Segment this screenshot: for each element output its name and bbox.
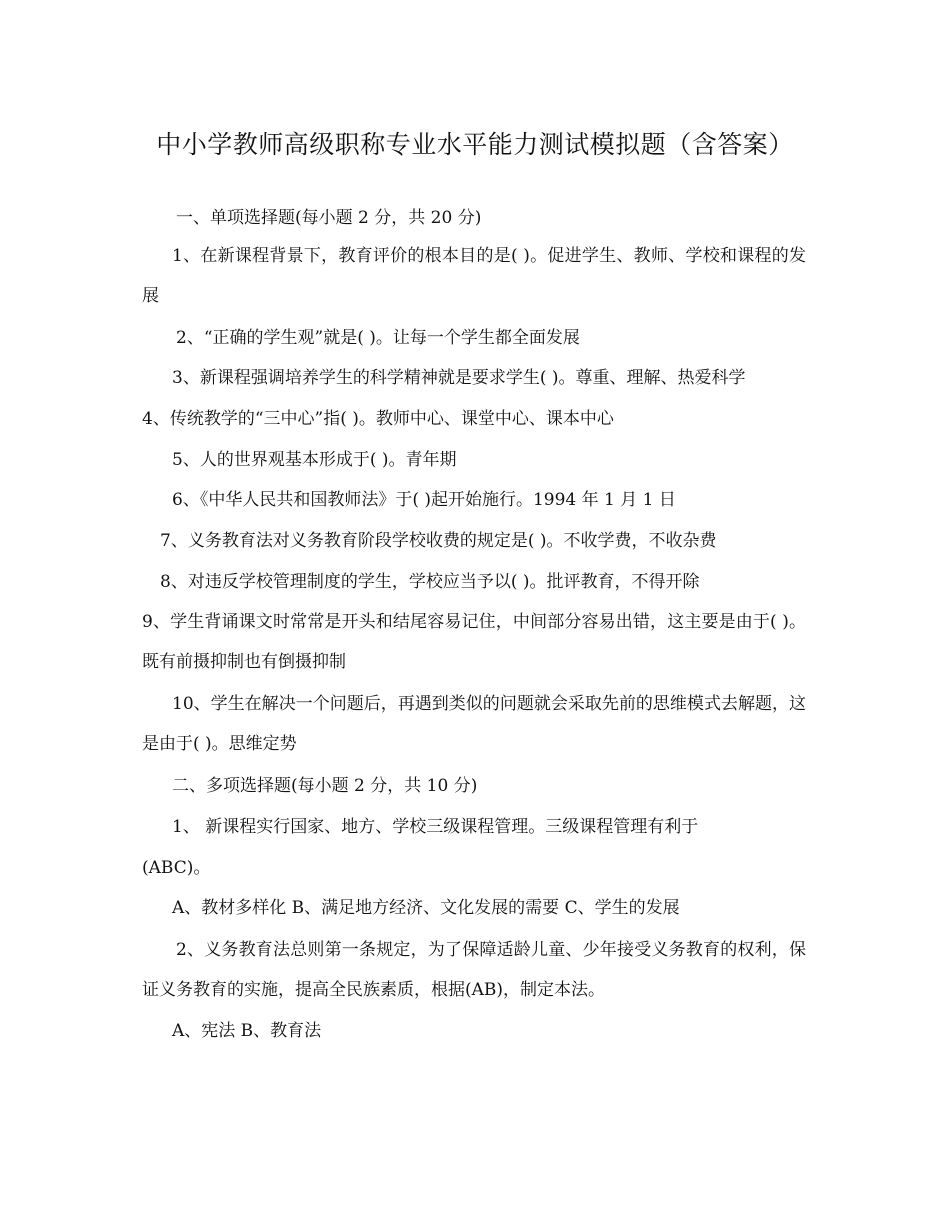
question-10: 10、学生在解决一个问题后，再遇到类似的问题就会采取先前的思维模式去解题，这是由于( )。思维定势 [142,694,806,754]
section-heading-single-choice: 一、单项选择题(每小题 2 分，共 20 分) [176,208,482,228]
multi-question-2: 2、义务教育法总则第一条规定，为了保障适龄儿童、少年接受义务教育的权利，保证义务教育的实施，提高全民族素质，根据(AB)，制定本法。 [142,940,806,1000]
question-8: 8、对违反学校管理制度的学生，学校应当予以( )。批评教育，不得开除 [160,572,700,592]
document-title: 中小学教师高级职称专业水平能力测试模拟题（含答案） [156,130,794,159]
question-7: 7、义务教育法对义务教育阶段学校收费的规定是( )。不收学费，不收杂费 [160,531,717,551]
question-9: 9、学生背诵课文时常常是开头和结尾容易记住，中间部分容易出错，这主要是由于( )。既有前摄抑制也有倒摄抑制 [142,612,806,672]
multi-question-1-line-1: 1、 新课程实行国家、地方、学校三级课程管理。三级课程管理有利于 [172,817,699,837]
question-5: 5、人的世界观基本形成于( )。青年期 [172,450,457,470]
question-4: 4、传统教学的“三中心”指( )。教师中心、课堂中心、课本中心 [142,409,614,429]
question-2: 2、“正确的学生观”就是( )。让每一个学生都全面发展 [176,328,580,348]
multi-question-1-line-2: (ABC)。 [142,858,211,878]
question-6: 6、《中华人民共和国教师法》于( )起开始施行。1994 年 1 月 1 日 [172,490,676,510]
multi-question-2-options: A、宪法 B、教育法 [172,1021,322,1041]
question-3: 3、新课程强调培养学生的科学精神就是要求学生( )。尊重、理解、热爱科学 [172,368,746,388]
section-heading-multiple-choice: 二、多项选择题(每小题 2 分，共 10 分) [172,776,478,796]
question-1: 1、在新课程背景下，教育评价的根本目的是( )。促进学生、教师、学校和课程的发展 [142,246,806,306]
multi-question-1-options: A、教材多样化 B、满足地方经济、文化发展的需要 C、学生的发展 [172,898,680,918]
